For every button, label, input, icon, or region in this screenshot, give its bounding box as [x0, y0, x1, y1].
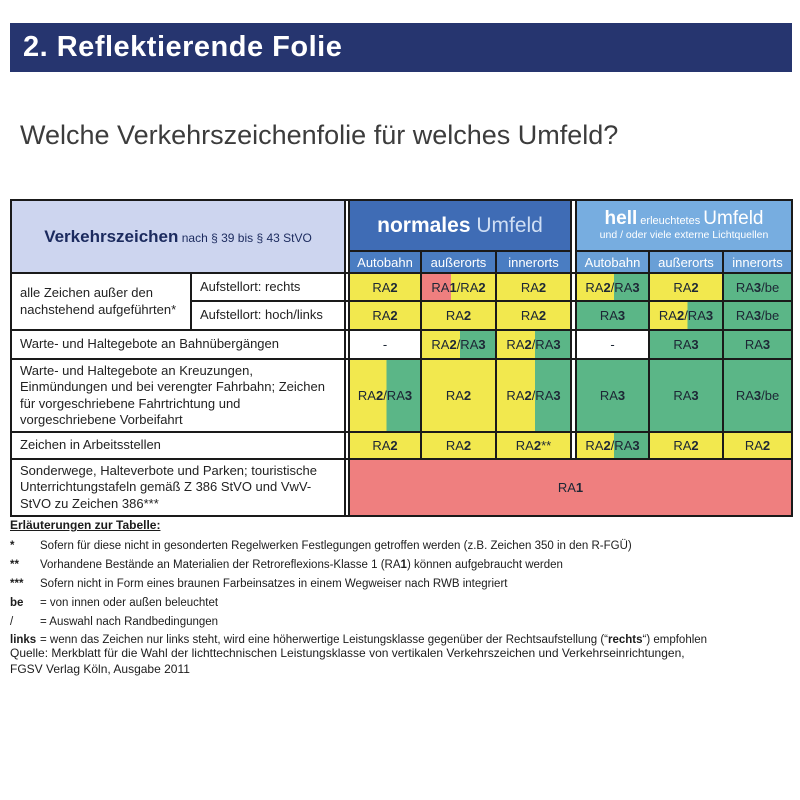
- ra-cell: RA2**: [496, 432, 571, 459]
- hell-label: hell: [604, 208, 638, 230]
- ra-cell: RA3: [576, 301, 649, 330]
- table-header-row: [11, 200, 792, 251]
- notes-title: Erläuterungen zur Tabelle:: [10, 518, 161, 532]
- row-label: Warte- und Haltegebote an Kreuzungen, Einmündungen und bei verengter Fahrbahn; Zeichen für vorgeschriebene Fahrtrichtung und vorgeschriebene Vorbeifahrt: [11, 359, 345, 432]
- umfeld-label: Umfeld: [703, 208, 764, 230]
- footnote-marker: links: [10, 634, 37, 647]
- ra-cell: RA2: [421, 432, 496, 459]
- umfeld-label: Umfeld: [470, 213, 543, 237]
- row-label: Sonderwege, Halteverbote und Parken; touristische Unterrichtungstafeln gemäß Z 386 StVO und VwV-StVO zu Zeichen 386***: [11, 459, 345, 516]
- footnote-text: Vorhandene Bestände an Materialien der Retroreflexions-Klasse 1 (RA1) können aufgebraucht werden: [40, 558, 563, 571]
- ra-cell: RA2/RA3: [576, 432, 649, 459]
- row-label: Warte- und Haltegebote an Bahnübergängen: [11, 330, 345, 359]
- ra-cell: RA3: [649, 359, 723, 432]
- verkehrszeichen-subtitle: nach § 39 bis § 43 StVO: [178, 230, 312, 245]
- ra-cell: RA3/be: [723, 359, 792, 432]
- ra-cell: RA3: [723, 330, 792, 359]
- ra-cell: RA2: [649, 432, 723, 459]
- lichtquellen-label: und / oder viele externe Lichtquellen: [599, 229, 769, 242]
- ra-cell: RA2: [496, 301, 571, 330]
- source-line: Quelle: Merkblatt für die Wahl der lichttechnischen Leistungsklasse von vertikalen Verkehrszeichen und Verkehrseinrichtungen,: [10, 646, 685, 660]
- ra-cell: RA2/RA3: [649, 301, 723, 330]
- col-header-autobahn-hell: Autobahn: [576, 251, 649, 273]
- verkehrszeichen-header: [11, 200, 345, 273]
- ra-cell: RA2/RA3: [576, 273, 649, 301]
- ra-cell: RA2: [349, 273, 421, 301]
- footnote-marker: ***: [10, 577, 24, 590]
- table-row: [11, 359, 792, 432]
- ra-cell: RA2/RA3: [349, 359, 421, 432]
- table-row: [11, 330, 792, 359]
- footnote-text: Sofern nicht in Form eines braunen Farbeinsatzes in einem Wegweiser nach RWB integriert: [40, 577, 508, 590]
- hell-umfeld-header: [576, 200, 792, 251]
- ra-cell: RA2/RA3: [421, 330, 496, 359]
- ra1-merged-cell: RA1: [349, 459, 792, 516]
- ra-cell: RA3/be: [723, 273, 792, 301]
- table-row: [11, 432, 792, 459]
- ra-cell: -: [576, 330, 649, 359]
- question-heading: Welche Verkehrszeichenfolie für welches Umfeld?: [20, 120, 619, 150]
- ra-cell: -: [349, 330, 421, 359]
- row-label: Zeichen in Arbeitsstellen: [11, 432, 345, 459]
- ra-cell: RA2/RA3: [496, 359, 571, 432]
- ra-cell: RA2: [649, 273, 723, 301]
- footnote-line: [10, 577, 790, 591]
- ra-cell: RA2/RA3: [496, 330, 571, 359]
- footnote-line: [10, 615, 790, 629]
- source-line: FGSV Verlag Köln, Ausgabe 2011: [10, 661, 190, 676]
- source-reference: [10, 646, 780, 677]
- table-row: [11, 273, 792, 301]
- ra-cell: RA2: [421, 359, 496, 432]
- ra-cell: RA3: [576, 359, 649, 432]
- ra-cell: RA2: [496, 273, 571, 301]
- footnote-marker: **: [10, 558, 19, 571]
- row-sublabel: Aufstellort: rechts: [191, 273, 345, 301]
- title-bar: [10, 23, 792, 72]
- footnote-line: [10, 558, 790, 572]
- footnote-marker: be: [10, 596, 24, 609]
- normales-umfeld-header: [349, 200, 571, 251]
- footnote-text: = Auswahl nach Randbedingungen: [40, 615, 219, 628]
- footnote-line: [10, 539, 790, 553]
- col-header-ausserorts: außerorts: [421, 251, 496, 273]
- ra-cell: RA2: [349, 301, 421, 330]
- table-notes: [10, 518, 790, 652]
- verkehrszeichen-title: Verkehrszeichen: [44, 226, 179, 246]
- ra-cell: RA2: [349, 432, 421, 459]
- normales-label: normales: [377, 213, 471, 237]
- table-row: [11, 459, 792, 516]
- footnote-marker: *: [10, 540, 15, 552]
- footnote-marker: /: [10, 615, 14, 628]
- col-header-autobahn: Autobahn: [349, 251, 421, 273]
- page-title: 2. Reflektierende Folie: [23, 31, 343, 63]
- row-sublabel: Aufstellort: hoch/links: [191, 301, 345, 330]
- col-header-innerorts-hell: innerorts: [723, 251, 792, 273]
- footnote-text: = von innen oder außen beleuchtet: [40, 596, 219, 609]
- footnote-text: = wenn das Zeichen nur links steht, wird eine höherwertige Leistungsklasse gegenüber der Rechtsaufstellung (“rechts“) empfohlen: [40, 634, 708, 647]
- row-label: alle Zeichen außer den nachstehend aufgeführten*: [11, 273, 191, 330]
- erleuchtetes-label: erleuchtetes: [637, 215, 704, 228]
- ra-cell: RA1/RA2: [421, 273, 496, 301]
- footnote-line: [10, 596, 790, 610]
- ra-cell: RA2: [421, 301, 496, 330]
- ra-cell: RA3: [649, 330, 723, 359]
- footnote-text: Sofern für diese nicht in gesonderten Regelwerken Festlegungen getroffen werden (z.B. Zeichen 350 in den R-FGÜ): [40, 540, 632, 552]
- folie-table: [10, 199, 793, 517]
- col-header-innerorts: innerorts: [496, 251, 571, 273]
- ra-cell: RA2: [723, 432, 792, 459]
- ra-cell: RA3/be: [723, 301, 792, 330]
- col-header-ausserorts-hell: außerorts: [649, 251, 723, 273]
